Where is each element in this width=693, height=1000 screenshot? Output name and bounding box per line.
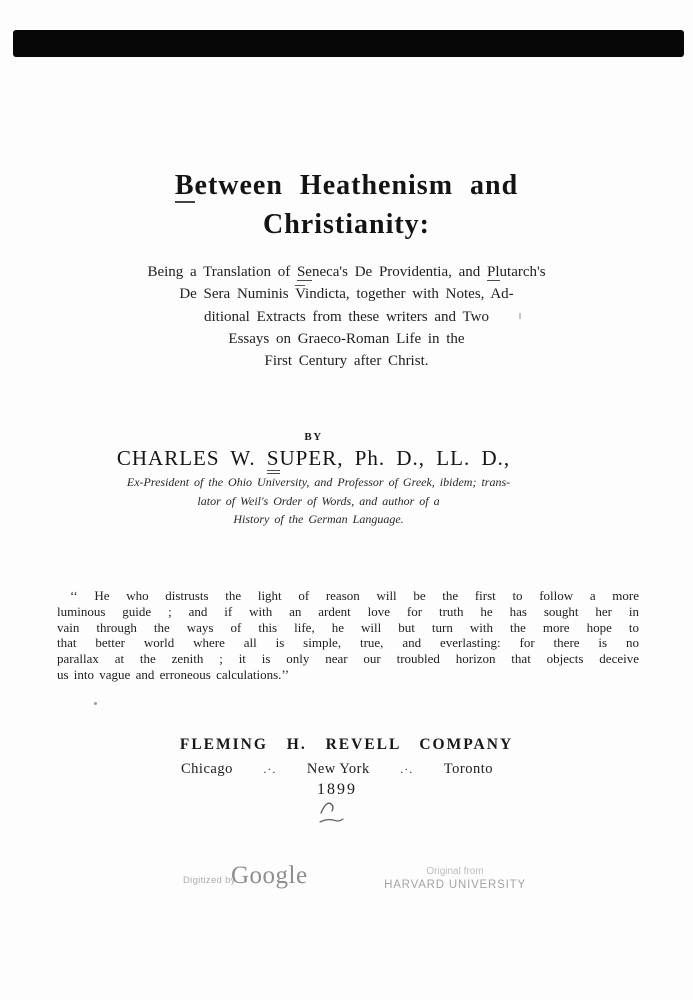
origin-watermark [380,866,530,892]
subtitle-line-2-pre: De Sera Numinis [179,286,296,303]
subtitle [0,261,693,372]
subtitle-line-4: Essays on Graeco-Roman Life in the [228,330,465,347]
scanner-artifact-bar [13,30,684,57]
pencil-double-underline-s: S [267,446,280,474]
epigraph-quote [57,588,639,683]
city-toronto: Toronto [443,761,493,777]
quote-line-4: that better world where all is simple, true, and everlasting: for there is no [57,635,639,651]
affiliation-line-3: History of the German Language. [233,512,404,526]
affiliation-line-2: lator of Weil's Order of Words, and author of a [197,493,440,508]
quote-line-2: luminous guide ; and if with an ardent love for truth he has sought her in [57,603,639,619]
therefore-ornament: .·. [263,762,277,776]
book-title [0,166,693,244]
publisher-name: FLEMING H. REVELL COMPANY [179,736,514,753]
quote-line-1: ‘‘ He who distrusts the light of reason will be the first to follow a more [70,588,639,603]
affiliation-line-1: Ex-President of the Ohio University, and Professor of Greek, ibidem; trans- [126,475,511,489]
quote-line-3: vain through the ways of this life, he will but turn with the more hope to [57,619,639,635]
therefore-ornament: .·. [400,762,414,776]
subtitle-line-2 [0,283,693,305]
publisher-cities [181,761,493,778]
quote-line-5: parallax at the zenith ; it is only near our troubled horizon that objects deceive [57,651,639,667]
city-new-york: New York [306,761,370,777]
subtitle-line-1-mid: neca's De Providentia, and [311,264,488,280]
by-label: BY [304,431,323,443]
digitized-by-label: Digitized by [183,875,236,886]
google-logo: Google [231,862,308,889]
title-line-2: Christianity: [263,209,430,240]
pencil-underline-plutarch: Pl [487,264,500,280]
subtitle-line-1 [0,261,693,283]
subtitle-line-1-post: utarch's [499,264,546,280]
author-affiliation [0,473,665,529]
scan-speck [94,702,97,705]
pencil-underline-seneca: Se [296,264,312,280]
title-line-1-text: etween Heathenism and [194,170,519,201]
title-line-1 [0,166,693,205]
title-initial-pencil-underline: B [174,170,195,201]
subtitle-line-2-post: indicta, together with Notes, Ad- [305,286,514,303]
original-from-label: Original from [426,866,484,877]
pencil-overline-v: V [295,286,306,303]
scan-speck [519,313,521,319]
byline [0,431,660,471]
quote-line-6: us into vague and erroneous calculations.’’ [57,666,290,682]
pencil-mark-caret-and-squiggle [317,798,351,828]
author-name [0,446,660,471]
subtitle-line-3: ditional Extracts from these writers and Two [204,308,489,325]
institution-name: HARVARD UNIVERSITY [384,879,526,891]
subtitle-line-5: First Century after Christ. [264,353,429,370]
author-name-pre: CHARLES W. [116,446,267,470]
publication-year: 1899 [317,781,357,798]
author-name-post: UPER, Ph. D., LL. D., [279,446,511,470]
city-chicago: Chicago [181,761,233,777]
subtitle-line-1-pre: Being a Translation of [147,264,297,280]
